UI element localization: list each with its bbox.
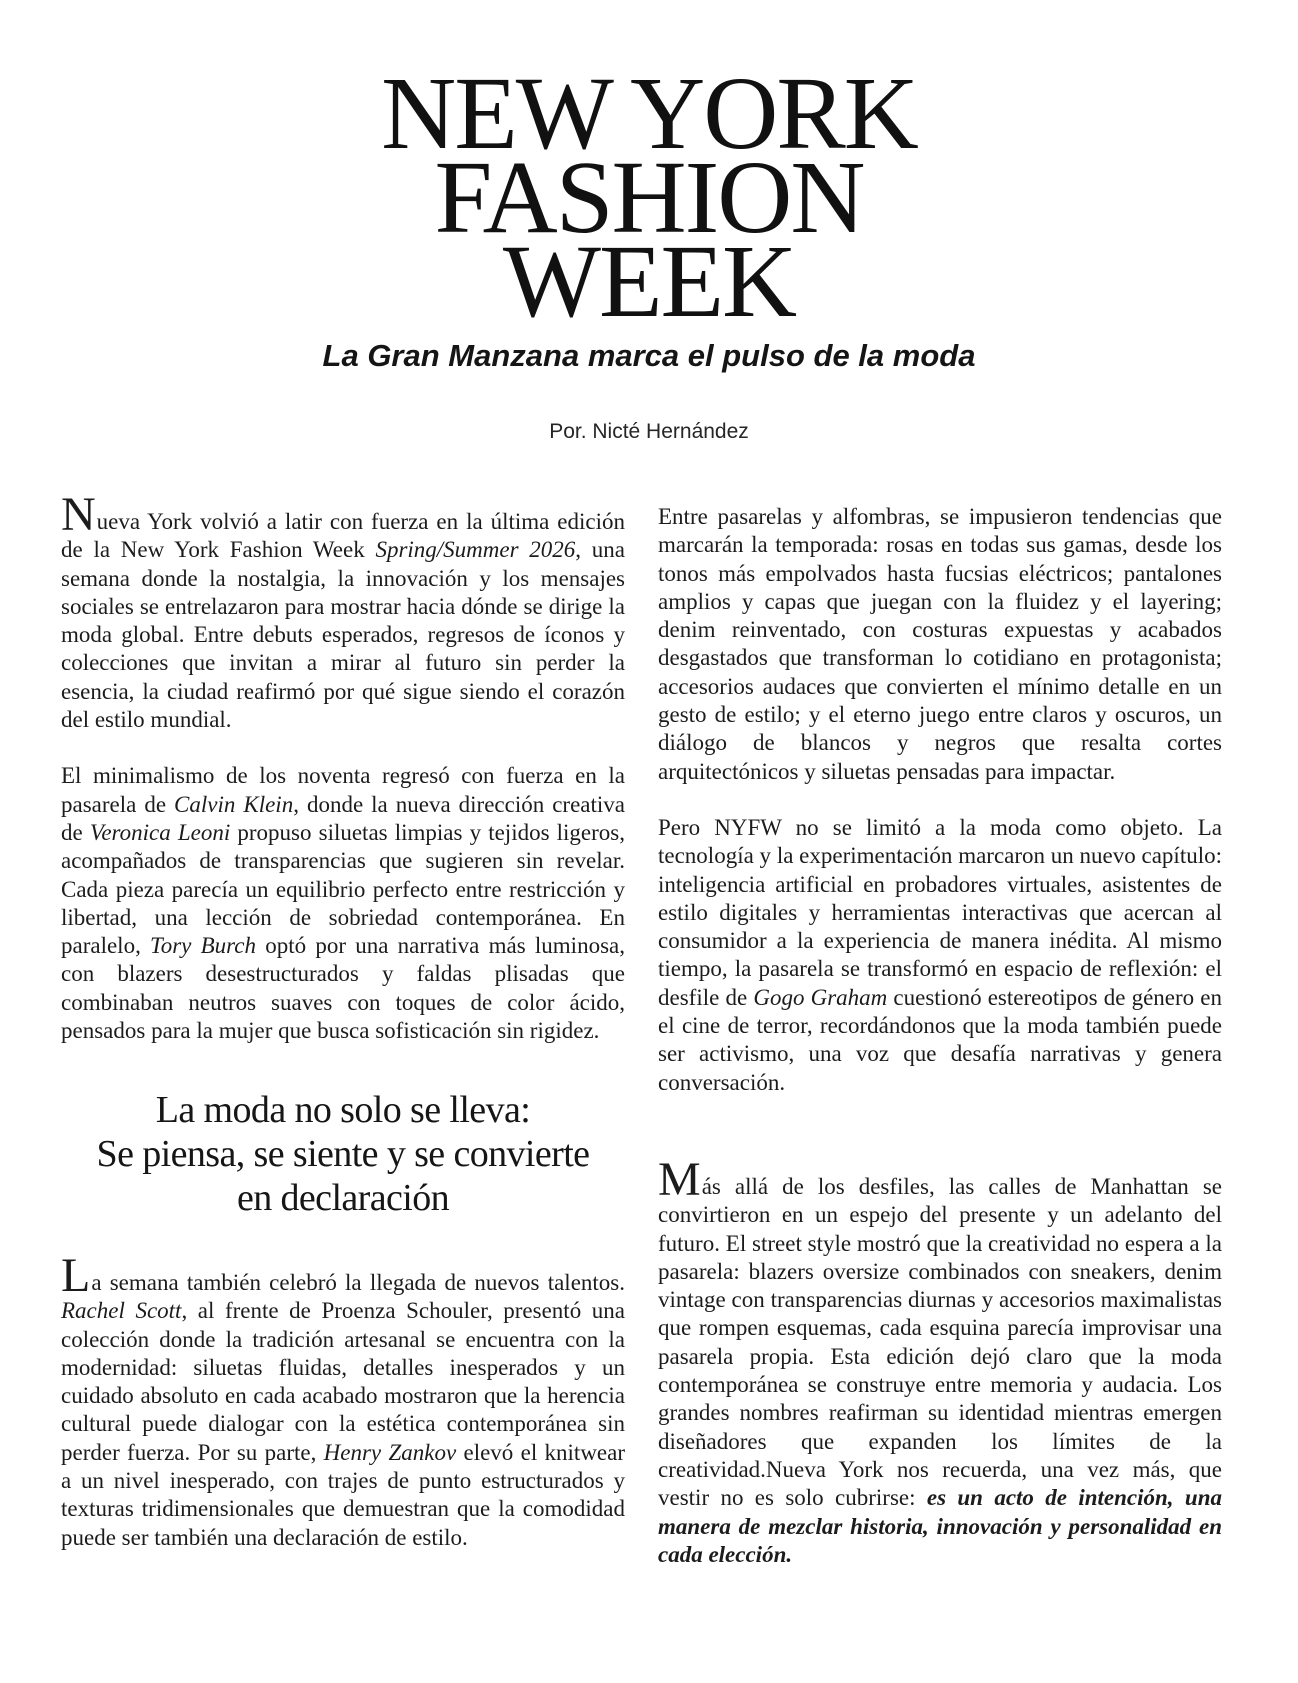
text-run: El minimalismo de los noventa regresó con fuerza en la pasarela de — [61, 763, 625, 817]
intro-paragraph — [61, 488, 625, 734]
pull-quote — [40, 1088, 646, 1220]
text-run: cuestionó estereotipos de género en el cine de terror, recordándonos que la moda también puede ser activismo, una voz que desafía narrativas y genera conversación. — [658, 984, 1223, 1095]
talents-paragraph — [61, 1249, 626, 1552]
text-run: ueva York volvió a latir con fuerza en la última edición de la New York Fashion Week — [61, 509, 625, 563]
designer-name: Gogo Graham — [753, 984, 888, 1010]
minimalism-paragraph — [61, 762, 625, 1045]
title-line-1: NEW YORK — [381, 56, 917, 171]
closing-statement: es un acto de intención, una manera de mezclar historia, innovación y personalidad en cada elección. — [658, 1485, 1222, 1567]
designer-name: Tory Burch — [150, 933, 256, 959]
text-run: , una semana donde la nostalgia, la innovación y los mensajes sociales se entrelazaron para mostrar hacia dónde se dirige la moda global. Entre debuts esperados, regresos de íconos y colecciones que invitan a mirar al futuro sin perder la esencia, la ciudad reafirmó por qué sigue siendo el corazón del estilo mundial. — [61, 537, 625, 733]
text-run: , al frente de Proenza Schouler, presentó una colección donde la tradición artesanal se encuentra con la modernidad: siluetas fluidas, detalles inesperados y un cuidado absoluto en cada acabado mostraron que la herencia cultural puede dialogar con la estética contemporánea sin perder fuerza. Por su parte, — [61, 1298, 625, 1465]
dropcap: L — [61, 1249, 91, 1302]
text-run: optó por una narrativa más luminosa, con blazers desestructurados y faldas plisadas que combinaban neutros suaves con toques de color ácido, pensados para la mujer que busca sofisticación sin rigidez. — [61, 933, 625, 1044]
technology-paragraph — [658, 814, 1222, 1097]
left-column — [61, 488, 626, 1073]
text-run: a semana también celebró la llegada de nuevos talentos. — [91, 1270, 625, 1295]
pull-quote-line: Se piensa, se siente y se convierte — [96, 1133, 590, 1175]
talents-section — [61, 1249, 626, 1580]
title-line-3: WEEK — [502, 224, 796, 339]
pull-quote-line: La moda no solo se lleva: — [155, 1089, 531, 1131]
text-run: Pero NYFW no se limitó a la moda como objeto. La tecnología y la experimentación marcaron un nuevo capítulo: inteligencia artificial en probadores virtuales, asistentes de estilo digitales y herramientas interactivas que acercan al consumidor a la experiencia de manera inédita. Al mismo tiempo, la pasarela se transformó en espacio de reflexión: el desfile de — [658, 814, 1222, 1010]
byline: Por. Nicté Hernández — [549, 420, 749, 443]
text-run: elevó el knitwear a un nivel inesperado, con trajes de punto estructurados y texturas tridimensionales que demuestran que la comodidad puede ser también una declaración de estilo. — [61, 1439, 626, 1550]
trends-paragraph: Entre pasarelas y alfombras, se impusieron tendencias que marcarán la temporada: rosas en todas sus gamas, desde los tonos más empolvados hasta fucsias eléctricos; pantalones amplios y capas que juegan con la fluidez y el layering; denim reinventado, con costuras expuestas y acabados desgastados que transforman lo cotidiano en protagonista; accesorios audaces que convierten el mínimo detalle en un gesto de estilo; y el eterno juego entre claros y oscuros, un diálogo de blancos y negros que resalta cortes arquitectónicos y siluetas pensadas para impactar. — [658, 504, 1222, 784]
pull-quote-line: en declaración — [236, 1177, 450, 1219]
season-name: Spring/Summer 2026 — [375, 537, 576, 563]
title-line-2: FASHION — [434, 140, 864, 255]
right-column-top — [658, 503, 1222, 1125]
designer-name: Calvin Klein — [174, 791, 294, 817]
text-run: propuso siluetas limpias y tejidos ligeros, acompañados de transparencias que sugieren sin revelar. Cada pieza parecía un equilibrio perfecto entre restricción y libertad, una lección de sobriedad contemporánea. En paralelo, — [61, 819, 626, 959]
article-subtitle: La Gran Manzana marca el pulso de la moda — [322, 338, 976, 373]
designer-name: Henry Zankov — [323, 1439, 457, 1465]
street-style-paragraph — [658, 1153, 1222, 1569]
dropcap: M — [658, 1153, 701, 1206]
dropcap: N — [61, 488, 96, 541]
masthead — [0, 56, 1298, 339]
designer-name: Veronica Leoni — [89, 819, 231, 845]
text-run: ás allá de los desfiles, las calles de Manhattan se convirtieron en un espejo del presente y un adelanto del futuro. El street style mostró que la creatividad no espera a la pasarela: blazers oversize combinados con sneakers, denim vintage con transparencias diurnas y accesorios maximalistas que rompen esquemas, cada esquina parecía improvisar una pasarela propia. Esta edición dejó claro que la moda contemporánea se construye entre memoria y audacia. Los grandes nombres reafirman su identidad mientras emergen diseñadores que expanden los límites de la creatividad.Nueva York nos recuerda, una vez más, que vestir no es solo cubrirse: — [658, 1174, 1222, 1511]
right-column-bottom — [658, 1153, 1222, 1597]
designer-name: Rachel Scott — [61, 1298, 182, 1324]
text-run: , donde la nueva dirección creativa de — [61, 791, 625, 845]
